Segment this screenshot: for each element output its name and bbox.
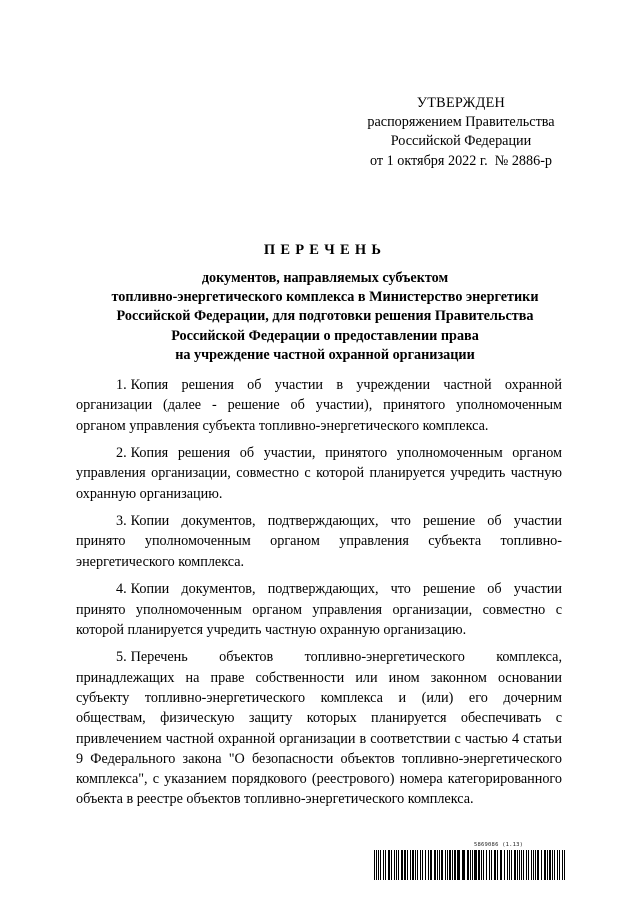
item-number: 1. xyxy=(116,377,127,393)
item-number: 2. xyxy=(116,445,127,462)
document-body xyxy=(76,375,562,817)
subtitle-line: Российской Федерации, для подготовки решения Правительства xyxy=(116,308,534,325)
item-number: 3. xyxy=(116,513,127,530)
approval-line: Российской Федерации xyxy=(390,133,532,150)
list-item xyxy=(76,579,562,640)
list-item xyxy=(76,511,562,572)
item-number: 5. xyxy=(116,649,127,666)
approval-title: УТВЕРЖДЕН xyxy=(416,95,506,111)
item-text: Перечень объектов топливно-энергетического комплекса, принадлежащих на праве собственности или ином законном основании субъекту топливно-энергетического комплекса и (или) его дочерним обществам, физическую защиту которых планируется обеспечивать с привлечением частной охранной организации в соответствии с частью 4 статьи 9 Федерального закона "О безопасности объектов топливно-энергетического комплекса", с указанием порядкового (реестрового) номера категорированного объекта в реестре объектов топливно-энергетического комплекса. xyxy=(76,649,562,808)
subtitle-line: на учреждение частной охранной организации xyxy=(175,346,475,363)
document-subtitle xyxy=(60,269,590,365)
document-heading: ПЕРЕЧЕНЬ xyxy=(263,242,387,258)
list-item xyxy=(76,443,562,504)
barcode xyxy=(374,842,568,880)
approval-line: распоряжением Правительства xyxy=(367,114,555,131)
item-number: 4. xyxy=(116,581,127,598)
barcode-bars xyxy=(374,850,568,880)
barcode-code: 5869086 (1.13) xyxy=(474,842,524,848)
item-text: Копии документов, подтверждающих, что решение об участии принято уполномоченным органом управления организации, совместно с которой планируется учредить частную охранную организацию. xyxy=(76,581,562,638)
document-title-block xyxy=(60,240,590,365)
subtitle-line: Российской Федерации о предоставлении права xyxy=(171,327,479,344)
item-text: Копия решения об участии, принятого уполномоченным органом управления организации, совместно с которой планируется учредить частную охранную организацию. xyxy=(76,445,562,502)
list-item xyxy=(76,647,562,809)
list-item xyxy=(76,375,562,436)
approval-stamp xyxy=(348,94,574,171)
subtitle-line: документов, направляемых субъектом xyxy=(201,270,449,286)
approval-date-line: от 1 октября 2022 г. № 2886-р xyxy=(369,152,553,169)
item-text: Копии документов, подтверждающих, что решение об участии принято уполномоченным органом управления субъекта топливно-энергетического комплекса. xyxy=(76,513,562,570)
item-text: Копия решения об участии в учреждении частной охранной организации (далее - решение об участии), принятого уполномоченным органом управления субъекта топливно-энергетического комплекса. xyxy=(76,377,562,434)
subtitle-line: топливно-энергетического комплекса в Министерство энергетики xyxy=(111,289,539,306)
